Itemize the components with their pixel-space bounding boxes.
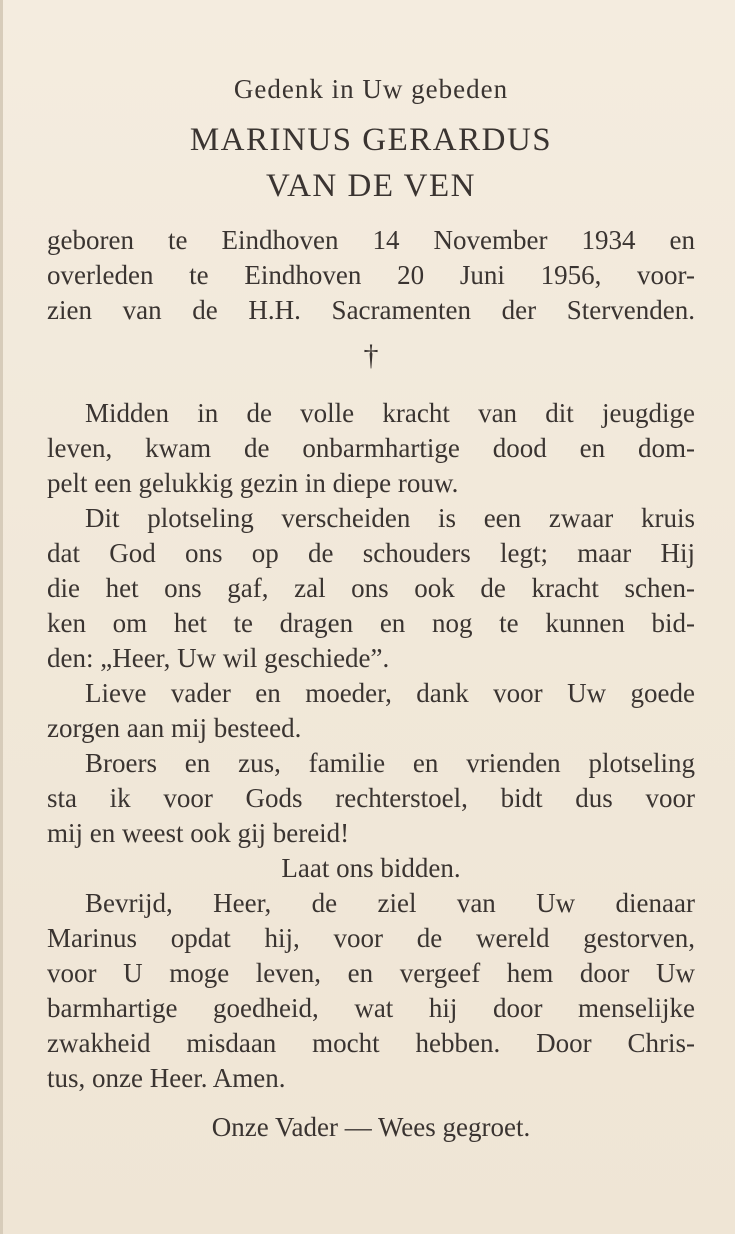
text-line: den: „Heer, Uw wil geschiede”. xyxy=(47,643,390,673)
intro-line: overleden te Eindhoven 20 Juni 1956, voor- xyxy=(47,260,695,290)
paragraph-4 xyxy=(47,746,695,851)
text-line: die het ons gaf, zal ons ook de kracht schen- xyxy=(47,573,695,603)
text-line: Lieve vader en moeder, dank voor Uw goede xyxy=(85,678,695,708)
text-line: pelt een gelukkig gezin in diepe rouw. xyxy=(47,468,459,498)
card-content xyxy=(47,74,695,1145)
paragraph-2 xyxy=(47,501,695,676)
cross-icon: † xyxy=(363,339,379,372)
text-line: mij en weest ook gij bereid! xyxy=(47,818,350,848)
paragraph-5 xyxy=(47,886,695,1096)
intro-line: geboren te Eindhoven 14 November 1934 en xyxy=(47,225,695,255)
intro-line: zien van de H.H. Sacramenten der Stervenden. xyxy=(47,295,695,325)
text-line: sta ik voor Gods rechterstoel, bidt dus voor xyxy=(47,783,695,813)
deceased-name-first: MARINUS GERARDUS xyxy=(189,122,553,158)
text-line: barmhartige goedheid, wat hij door menselijke xyxy=(47,993,695,1023)
text-line: leven, kwam de onbarmhartige dood en dom- xyxy=(47,433,695,463)
text-line: Dit plotseling verscheiden is een zwaar kruis xyxy=(85,503,695,533)
text-line: tus, onze Heer. Amen. xyxy=(47,1063,286,1093)
text-line: Broers en zus, familie en vrienden plotseling xyxy=(85,748,695,778)
text-line: Bevrijd, Heer, de ziel van Uw dienaar xyxy=(85,888,695,918)
birth-death-info xyxy=(47,223,695,328)
text-line: ken om het te dragen en nog te kunnen bid- xyxy=(47,608,695,638)
text-line: zwakheid misdaan mocht hebben. Door Chris- xyxy=(47,1028,695,1058)
text-line: zorgen aan mij besteed. xyxy=(47,713,302,743)
text-line: dat God ons op de schouders legt; maar Hij xyxy=(47,538,695,568)
paragraph-3 xyxy=(47,676,695,746)
prayer-heading: Gedenk in Uw gebeden xyxy=(233,74,509,104)
text-line: Marinus opdat hij, voor de wereld gestorven, xyxy=(47,923,695,953)
text-line: voor U moge leven, en vergeef hem door Uw xyxy=(47,958,695,988)
closing-prayers: Onze Vader — Wees gegroet. xyxy=(211,1112,531,1142)
paragraph-1 xyxy=(47,396,695,501)
deceased-name-last: VAN DE VEN xyxy=(266,168,476,204)
text-line: Midden in de volle kracht van dit jeugdige xyxy=(85,398,695,428)
prayer-intro: Laat ons bidden. xyxy=(281,853,461,883)
